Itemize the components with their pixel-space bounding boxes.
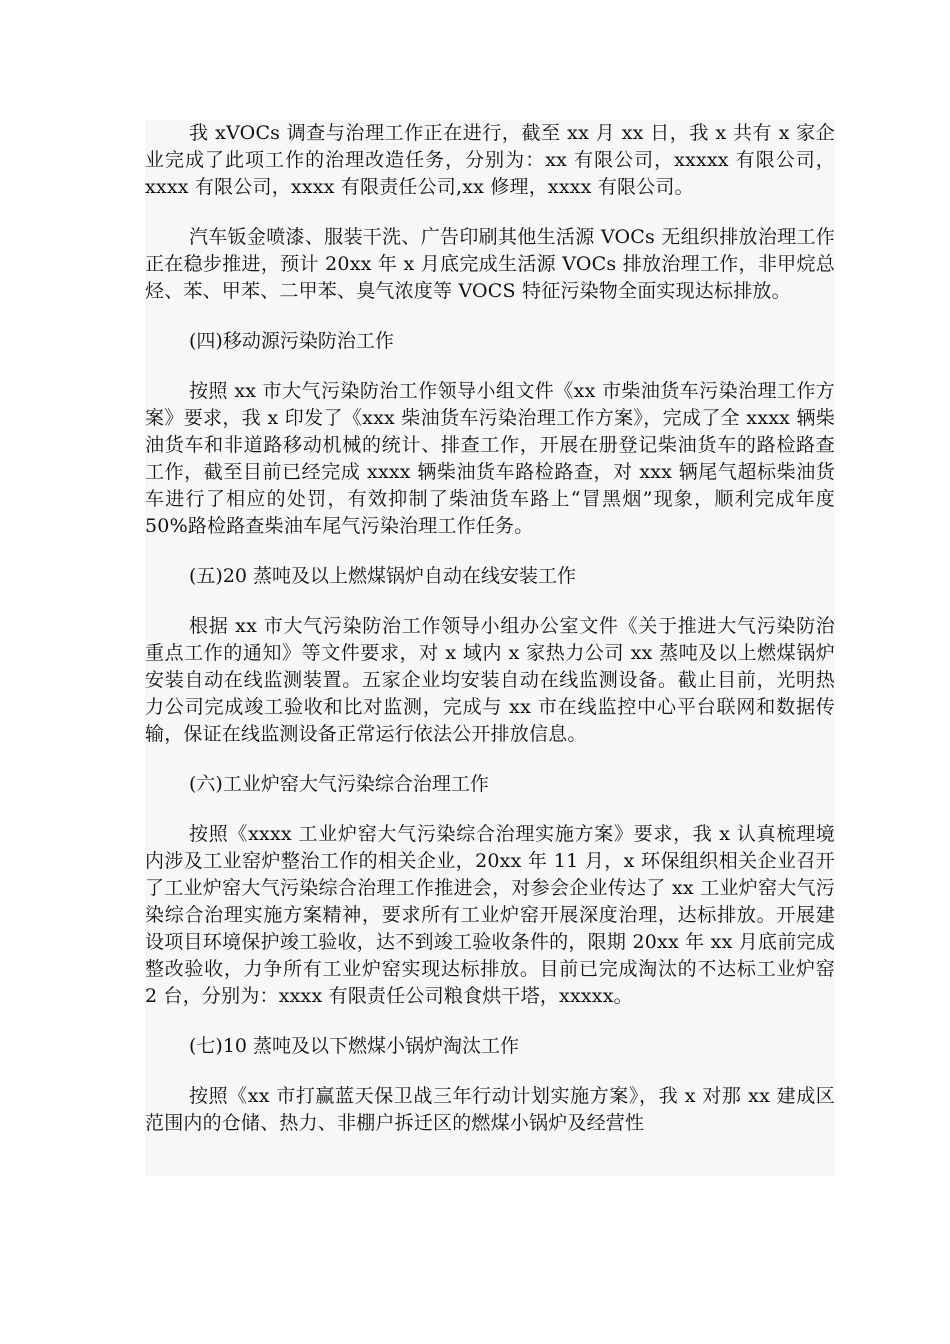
paragraph-boiler-monitoring: 根据 xx 市大气污染防治工作领导小组办公室文件《关于推进大气污染防治重点工作的通知》等文件要求，对 x 域内 x 家热力公司 xx 蒸吨及以上燃煤锅炉安装自动在线监测装置。五家企业均安装自动在线监测设备。截止目前，光明热力公司完成竣工验收和比对监测，完成与 xx 市在线监控中心平台联网和数据传输，保证在线监测设备正常运行依法公开排放信息。 [145, 615, 835, 745]
section-heading-4: (四)移动源污染防治工作 [189, 330, 394, 352]
section-heading-5: (五)20 蒸吨及以上燃煤锅炉自动在线安装工作 [189, 565, 577, 587]
paragraph-vocs-survey: 我 xVOCs 调查与治理工作正在进行，截至 xx 月 xx 日，我 x 共有 x 家企业完成了此项工作的治理改造任务，分别为：xx 有限公司，xxxxx 有限公司，xxxx 有限公司，xxxx 有限责任公司,xx 修理，xxxx 有限公司。 [145, 122, 835, 198]
paragraph-diesel-trucks: 按照 xx 市大气污染防治工作领导小组文件《xx 市柴油货车污染治理工作方案》要求，我 x 印发了《xxx 柴油货车污染治理工作方案》，完成了全 xxxx 辆柴油货车和非道路移动机械的统计、排查工作，开展在册登记柴油货车的路检路查工作，截至目前已经完成 xxxx 辆柴油货车路检路查，对 xxx 辆尾气超标柴油货车进行了相应的处罚，有效抑制了柴油货车路上“冒黑烟”现象，顺利完成年度 50%路检路查柴油车尾气污染治理工作任务。 [145, 380, 835, 537]
section-heading-6: (六)工业炉窑大气污染综合治理工作 [189, 773, 489, 795]
paragraph-vocs-living-sources: 汽车钣金喷漆、服装干洗、广告印刷其他生活源 VOCs 无组织排放治理工作正在稳步推进，预计 20xx 年 x 月底完成生活源 VOCs 排放治理工作，非甲烷总烃、苯、甲苯、二甲苯、臭气浓度等 VOCS 特征污染物全面实现达标排放。 [145, 226, 835, 302]
document-body [145, 120, 835, 1176]
paragraph-small-boilers: 按照《xx 市打赢蓝天保卫战三年行动计划实施方案》，我 x 对那 xx 建成区范围内的仓储、热力、非棚户拆迁区的燃煤小锅炉及经营性 [145, 1085, 835, 1134]
paragraph-industrial-kilns: 按照《xxxx 工业炉窑大气污染综合治理实施方案》要求，我 x 认真梳理境内涉及工业窑炉整治工作的相关企业，20xx 年 11 月，x 环保组织相关企业召开了工业炉窑大气污染综合治理工作推进会，对参会企业传达了 xx 工业炉窑大气污染综合治理实施方案精神，要求所有工业炉窑开展深度治理，达标排放。开展建设项目环境保护竣工验收，达不到竣工验收条件的，限期 20xx 年 xx 月底前完成整改验收，力争所有工业炉窑实现达标排放。目前已完成淘汰的不达标工业炉窑 2 台，分别为：xxxx 有限责任公司粮食烘干塔，xxxxx。 [145, 823, 835, 1007]
section-heading-7: (七)10 蒸吨及以下燃煤小锅炉淘汰工作 [189, 1035, 520, 1057]
